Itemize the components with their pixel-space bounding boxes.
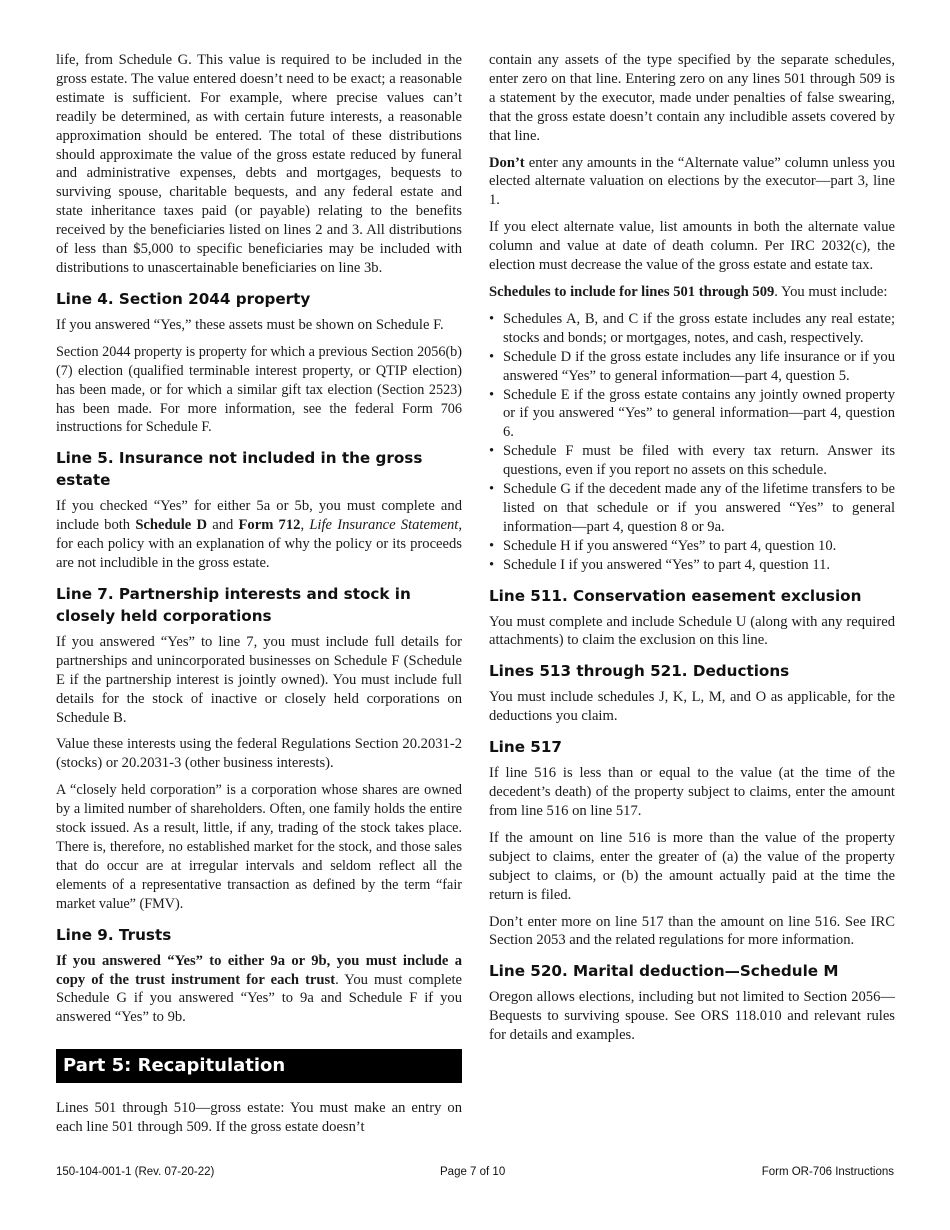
paragraph: If you answered “Yes,” these assets must be shown on Schedule F. — [56, 316, 444, 333]
paragraph: You must include schedules J, K, L, M, and O as applicable, for the deductions you claim. — [489, 689, 895, 725]
heading-line-517: Line 517 — [489, 738, 562, 757]
italic-text: Life Insurance Statement — [309, 517, 459, 534]
bold-text: Form 712 — [238, 517, 301, 534]
heading-lines-513-521: Lines 513 through 521. Deductions — [489, 662, 790, 681]
list-item: • Schedule H if you answered “Yes” to part 4, question 10. — [489, 537, 895, 556]
text: and — [207, 517, 239, 534]
paragraph — [489, 283, 895, 302]
paragraph: If you answered “Yes” to line 7, you must include full details for partnerships and unincorporated businesses on Schedule F (Schedule E if the partnership interest is jointly owned). You must include full details for the stock of inactive or closely held corporations on Schedule B. — [56, 633, 462, 726]
paragraph: If line 516 is less than or equal to the value (at the time of the decedent’s death) of the property subject to claims, enter the amount from line 516 on line 517. — [489, 765, 895, 819]
heading-line-5: Line 5. Insurance not included in the gross estate — [56, 449, 423, 490]
footer-form-title: Form OR-706 Instructions — [761, 1166, 894, 1178]
bold-text: Schedules to include for lines 501 through 509 — [489, 283, 775, 300]
list-item: • Schedules A, B, and C if the gross estate includes any real estate; stocks and bonds; or mortgages, notes, and cash, respectively. — [489, 310, 895, 348]
footer-form-number: 150-104-001-1 (Rev. 07-20-22) — [56, 1166, 215, 1178]
paragraph: You must complete and include Schedule U (along with any required attachments) to claim the exclusion on this line. — [489, 613, 895, 649]
list-item: • Schedule D if the gross estate includes any life insurance or if you answered “Yes” to general information—part 4, question 5. — [489, 348, 895, 386]
list-item: • Schedule E if the gross estate contains any jointly owned property or if you answered “Yes” to general information—part 4, question 6. — [489, 386, 895, 443]
heading-line-7: Line 7. Partnership interests and stock in closely held corporations — [56, 584, 411, 625]
list-item: • Schedule G if the decedent made any of the lifetime transfers to be listed on that schedule or if you answered “Yes” to general information—part 4, question 8 or 9a. — [489, 480, 895, 537]
right-column — [489, 51, 895, 1053]
paragraph: contain any assets of the type specified by the separate schedules, enter zero on that line. Entering zero on any lines 501 through 509 is a statement by the executor, made under penalties of false swearing, that the gross estate doesn’t contain any includible assets covered by that line. — [489, 52, 895, 144]
list-item: • Schedule I if you answered “Yes” to part 4, question 11. — [489, 556, 895, 575]
heading-line-9: Line 9. Trusts — [56, 925, 172, 944]
section-banner-part-5: Part 5: Recapitulation — [56, 1049, 462, 1083]
footer-page-number: Page 7 of 10 — [440, 1166, 506, 1178]
heading-line-511: Line 511. Conservation easement exclusion — [489, 586, 862, 605]
text: , — [300, 517, 310, 534]
bold-text: Schedule D — [135, 517, 208, 534]
paragraph: Value these interests using the federal Regulations Section 20.2031-2 (stocks) or 20.2031-3 (other business interests). — [56, 736, 462, 772]
text: enter any amounts in the “Alternate value” column unless you elected alternate valuation on elections by the executor—part 3, line 1. — [489, 154, 895, 209]
bold-text: If you answered “Yes” to either 9a or 9b, you must include a copy of the trust instrument for each trust — [56, 952, 462, 988]
text: . You must complete Schedule G if you answered “Yes” to 9a and Schedule F if you answered “Yes” to 9b. — [56, 971, 462, 1026]
paragraph — [489, 154, 895, 211]
paragraph — [56, 497, 462, 573]
heading-line-520: Line 520. Marital deduction—Schedule M — [489, 962, 839, 981]
paragraph: Lines 501 through 510—gross estate: You must make an entry on each line 501 through 509. If the gross estate doesn’t — [56, 1100, 462, 1136]
paragraph: A “closely held corporation” is a corporation whose shares are owned by a limited number of shareholders. Often, one family holds the entire stock issued. As a result, little, if any, trading of the stock takes place. There is, therefore, no established market for the stock, and those sales that do occur are at irregular intervals and seldom reflect all the elements of a representative transaction as defined by the term “fair market value” (FMV). — [56, 782, 462, 912]
paragraph: life, from Schedule G. This value is required to be included in the gross estate. The value entered doesn’t need to be exact; a reasonable estimate is sufficient. For example, where precise values can’t readily be determined, as with certain future interests, a reasonable approximation should be entered. The total of these distributions should approximate the value of the gross estate reduced by funeral and administrative expenses, debts and mortgages, bequests to surviving spouse, charitable bequests, and any federal estate and state inheritance taxes paid (or payable) relating to the benefits received by the beneficiaries listed on lines 2 and 3. All distributions of less than $5,000 to specific beneficiaries may be included with distributions to unascertainable beneficiaries on line 3b. — [56, 52, 462, 276]
paragraph — [56, 952, 462, 1028]
paragraph: If you elect alternate value, list amounts in both the alternate value column and value at date of death column. Per IRC 2032(c), the election must decrease the value of the gross estate and estate tax. — [489, 219, 895, 274]
paragraph: If the amount on line 516 is more than the value of the property subject to claims, enter the greater of (a) the value of the property subject to claims, or (b) the amount actually paid at the time the return is filed. — [489, 829, 895, 903]
paragraph: Oregon allows elections, including but not limited to Section 2056—Bequests to surviving spouse. See ORS 118.010 and relevant rules for details and examples. — [489, 989, 895, 1044]
heading-line-4: Line 4. Section 2044 property — [56, 289, 311, 308]
paragraph: Don’t enter more on line 517 than the amount on line 516. See IRC Section 2053 and the related regulations for more information. — [489, 913, 895, 949]
text: . You must include: — [774, 283, 888, 300]
schedule-list — [489, 310, 895, 575]
text: , for each policy with an explanation of why the policy or its proceeds are not includible in the gross estate. — [56, 517, 462, 572]
bold-text: Don’t — [489, 154, 525, 171]
left-column — [56, 51, 462, 1145]
list-item: • Schedule F must be filed with every tax return. Answer its questions, even if you report no assets on this schedule. — [489, 442, 895, 480]
text: If you checked “Yes” for either 5a or 5b, you must complete and include both — [56, 498, 462, 534]
paragraph: Section 2044 property is property for which a previous Section 2056(b)(7) election (qualified terminable interest property, or QTIP election) has been made, or for which a similar gift tax election (Section 2523) has been made. For more information, see the federal Form 706 instructions for Schedule F. — [56, 343, 462, 436]
